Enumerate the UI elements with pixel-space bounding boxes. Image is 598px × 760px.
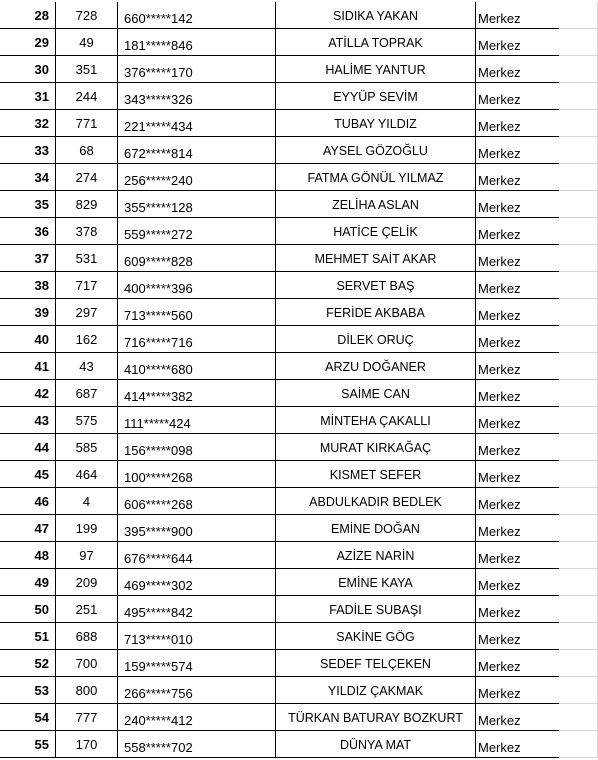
name-cell[interactable]: HALİME YANTUR	[276, 56, 476, 83]
sequence-number-cell[interactable]: 251	[56, 596, 118, 623]
table-row	[0, 245, 598, 272]
row-number-cell[interactable]: 34	[0, 164, 56, 191]
sequence-number-cell[interactable]: 274	[56, 164, 118, 191]
empty-gridline-cell[interactable]	[559, 353, 598, 380]
name-cell[interactable]: AYSEL GÖZOĞLU	[276, 137, 476, 164]
id-number-cell[interactable]: 156*****098	[118, 434, 276, 461]
name-cell[interactable]: HATİCE ÇELİK	[276, 218, 476, 245]
sequence-number-cell[interactable]: 717	[56, 272, 118, 299]
table-row	[0, 623, 598, 650]
row-number-cell[interactable]: 30	[0, 56, 56, 83]
table-row	[0, 569, 598, 596]
row-number-cell[interactable]: 33	[0, 137, 56, 164]
sequence-number-cell[interactable]: 378	[56, 218, 118, 245]
location-cell[interactable]: Merkez	[476, 164, 598, 191]
sequence-number-cell[interactable]: 351	[56, 56, 118, 83]
id-number-cell[interactable]: 100*****268	[118, 461, 276, 488]
table-row	[0, 83, 598, 110]
location-cell[interactable]: Merkez	[476, 542, 598, 569]
id-number-cell[interactable]: 606*****268	[118, 488, 276, 515]
table-row	[0, 137, 598, 164]
id-number-cell[interactable]: 495*****842	[118, 596, 276, 623]
location-cell[interactable]: Merkez	[476, 2, 598, 29]
location-cell[interactable]: Merkez	[476, 407, 598, 434]
id-number-cell[interactable]: 414*****382	[118, 380, 276, 407]
id-number-cell[interactable]: 609*****828	[118, 245, 276, 272]
id-number-cell[interactable]: 159*****574	[118, 650, 276, 677]
name-cell[interactable]: ABDULKADIR BEDLEK	[276, 488, 476, 515]
empty-gridline-cell[interactable]	[559, 299, 598, 326]
row-number-cell[interactable]: 52	[0, 650, 56, 677]
id-number-cell[interactable]: 469*****302	[118, 569, 276, 596]
empty-gridline-cell[interactable]	[559, 137, 598, 164]
empty-gridline-cell[interactable]	[559, 29, 598, 56]
row-number-cell[interactable]: 45	[0, 461, 56, 488]
empty-gridline-cell[interactable]	[559, 164, 598, 191]
empty-gridline-cell[interactable]	[559, 110, 598, 137]
name-cell[interactable]: SAKİNE GÖG	[276, 623, 476, 650]
id-number-cell[interactable]: 355*****128	[118, 191, 276, 218]
name-cell[interactable]: EMİNE DOĞAN	[276, 515, 476, 542]
sequence-number-cell[interactable]: 49	[56, 29, 118, 56]
table-row	[0, 704, 598, 731]
empty-gridline-cell[interactable]	[559, 596, 598, 623]
sequence-number-cell[interactable]: 464	[56, 461, 118, 488]
location-cell[interactable]: Merkez	[476, 191, 598, 218]
row-number-cell[interactable]: 41	[0, 353, 56, 380]
row-number-cell[interactable]: 32	[0, 110, 56, 137]
sequence-number-cell[interactable]: 777	[56, 704, 118, 731]
id-number-cell[interactable]: 240*****412	[118, 704, 276, 731]
row-number-cell[interactable]: 46	[0, 488, 56, 515]
location-cell[interactable]: Merkez	[476, 245, 598, 272]
location-cell[interactable]: Merkez	[476, 731, 598, 758]
name-cell[interactable]: YILDIZ ÇAKMAK	[276, 677, 476, 704]
row-number-cell[interactable]: 48	[0, 542, 56, 569]
table-row	[0, 434, 598, 461]
name-cell[interactable]: EYYÜP SEVİM	[276, 83, 476, 110]
location-cell[interactable]: Merkez	[476, 488, 598, 515]
name-cell[interactable]: ARZU DOĞANER	[276, 353, 476, 380]
empty-gridline-cell[interactable]	[559, 272, 598, 299]
empty-gridline-cell[interactable]	[559, 245, 598, 272]
name-cell[interactable]: FERİDE AKBABA	[276, 299, 476, 326]
row-number-cell[interactable]: 51	[0, 623, 56, 650]
id-number-cell[interactable]: 256*****240	[118, 164, 276, 191]
empty-gridline-cell[interactable]	[559, 2, 598, 29]
empty-gridline-cell[interactable]	[559, 623, 598, 650]
sequence-number-cell[interactable]: 687	[56, 380, 118, 407]
row-number-cell[interactable]: 31	[0, 83, 56, 110]
location-cell[interactable]: Merkez	[476, 596, 598, 623]
row-number-cell[interactable]: 28	[0, 2, 56, 29]
row-number-cell[interactable]: 47	[0, 515, 56, 542]
sequence-number-cell[interactable]: 728	[56, 2, 118, 29]
row-number-cell[interactable]: 54	[0, 704, 56, 731]
name-cell[interactable]: MEHMET SAİT AKAR	[276, 245, 476, 272]
empty-gridline-cell[interactable]	[559, 677, 598, 704]
empty-gridline-cell[interactable]	[559, 569, 598, 596]
table-row	[0, 596, 598, 623]
id-number-cell[interactable]: 559*****272	[118, 218, 276, 245]
sequence-number-cell[interactable]: 209	[56, 569, 118, 596]
id-number-cell[interactable]: 111*****424	[118, 407, 276, 434]
row-number-cell[interactable]: 49	[0, 569, 56, 596]
name-cell[interactable]: SEDEF TELÇEKEN	[276, 650, 476, 677]
name-cell[interactable]: MİNTEHA ÇAKALLI	[276, 407, 476, 434]
id-number-cell[interactable]: 181*****846	[118, 29, 276, 56]
location-cell[interactable]: Merkez	[476, 623, 598, 650]
row-number-cell[interactable]: 40	[0, 326, 56, 353]
name-cell[interactable]: SERVET BAŞ	[276, 272, 476, 299]
id-number-cell[interactable]: 221*****434	[118, 110, 276, 137]
row-number-cell[interactable]: 29	[0, 29, 56, 56]
sequence-number-cell[interactable]: 800	[56, 677, 118, 704]
empty-gridline-cell[interactable]	[559, 515, 598, 542]
sequence-number-cell[interactable]: 771	[56, 110, 118, 137]
table-row	[0, 380, 598, 407]
id-number-cell[interactable]: 400*****396	[118, 272, 276, 299]
table-row	[0, 272, 598, 299]
id-number-cell[interactable]: 660*****142	[118, 2, 276, 29]
id-number-cell[interactable]: 395*****900	[118, 515, 276, 542]
row-number-cell[interactable]: 50	[0, 596, 56, 623]
table-row	[0, 56, 598, 83]
location-cell[interactable]: Merkez	[476, 704, 598, 731]
sequence-number-cell[interactable]: 688	[56, 623, 118, 650]
name-cell[interactable]: KISMET SEFER	[276, 461, 476, 488]
name-cell[interactable]: AZİZE NARİN	[276, 542, 476, 569]
location-cell[interactable]: Merkez	[476, 353, 598, 380]
row-number-cell[interactable]: 39	[0, 299, 56, 326]
location-cell[interactable]: Merkez	[476, 650, 598, 677]
name-cell[interactable]: DÜNYA MAT	[276, 731, 476, 758]
sequence-number-cell[interactable]: 297	[56, 299, 118, 326]
name-cell[interactable]: TUBAY YILDIZ	[276, 110, 476, 137]
name-cell[interactable]: TÜRKAN BATURAY BOZKURT	[276, 704, 476, 731]
sequence-number-cell[interactable]: 68	[56, 137, 118, 164]
name-cell[interactable]: ZELİHA ASLAN	[276, 191, 476, 218]
location-cell[interactable]: Merkez	[476, 515, 598, 542]
id-number-cell[interactable]: 713*****010	[118, 623, 276, 650]
empty-gridline-cell[interactable]	[559, 326, 598, 353]
table-row	[0, 29, 598, 56]
table-row	[0, 299, 598, 326]
id-number-cell[interactable]: 410*****680	[118, 353, 276, 380]
id-number-cell[interactable]: 716*****716	[118, 326, 276, 353]
sequence-number-cell[interactable]: 829	[56, 191, 118, 218]
location-cell[interactable]: Merkez	[476, 56, 598, 83]
empty-gridline-cell[interactable]	[559, 191, 598, 218]
location-cell[interactable]: Merkez	[476, 461, 598, 488]
table-row	[0, 353, 598, 380]
id-number-cell[interactable]: 713*****560	[118, 299, 276, 326]
table-row	[0, 218, 598, 245]
row-number-cell[interactable]: 42	[0, 380, 56, 407]
row-number-cell[interactable]: 36	[0, 218, 56, 245]
table-row	[0, 110, 598, 137]
id-number-cell[interactable]: 672*****814	[118, 137, 276, 164]
empty-gridline-cell[interactable]	[559, 650, 598, 677]
table-row	[0, 488, 598, 515]
table-row	[0, 650, 598, 677]
id-number-cell[interactable]: 376*****170	[118, 56, 276, 83]
name-cell[interactable]: SIDIKA YAKAN	[276, 2, 476, 29]
sequence-number-cell[interactable]: 97	[56, 542, 118, 569]
location-cell[interactable]: Merkez	[476, 380, 598, 407]
sequence-number-cell[interactable]: 244	[56, 83, 118, 110]
location-cell[interactable]: Merkez	[476, 110, 598, 137]
empty-gridline-cell[interactable]	[559, 83, 598, 110]
name-cell[interactable]: FATMA GÖNÜL YILMAZ	[276, 164, 476, 191]
sequence-number-cell[interactable]: 531	[56, 245, 118, 272]
empty-gridline-cell[interactable]	[559, 461, 598, 488]
empty-gridline-cell[interactable]	[559, 434, 598, 461]
location-cell[interactable]: Merkez	[476, 29, 598, 56]
table-row	[0, 407, 598, 434]
sequence-number-cell[interactable]: 575	[56, 407, 118, 434]
name-cell[interactable]: EMİNE KAYA	[276, 569, 476, 596]
location-cell[interactable]: Merkez	[476, 272, 598, 299]
sequence-number-cell[interactable]: 585	[56, 434, 118, 461]
name-cell[interactable]: SAİME CAN	[276, 380, 476, 407]
table-row	[0, 326, 598, 353]
sequence-number-cell[interactable]: 43	[56, 353, 118, 380]
location-cell[interactable]: Merkez	[476, 569, 598, 596]
row-number-cell[interactable]: 53	[0, 677, 56, 704]
empty-gridline-cell[interactable]	[559, 380, 598, 407]
empty-gridline-cell[interactable]	[559, 218, 598, 245]
location-cell[interactable]: Merkez	[476, 299, 598, 326]
id-number-cell[interactable]: 266*****756	[118, 677, 276, 704]
table-row	[0, 515, 598, 542]
location-cell[interactable]: Merkez	[476, 434, 598, 461]
location-cell[interactable]: Merkez	[476, 677, 598, 704]
id-number-cell[interactable]: 676*****644	[118, 542, 276, 569]
table-row	[0, 677, 598, 704]
table-row	[0, 731, 598, 758]
table-row	[0, 542, 598, 569]
location-cell[interactable]: Merkez	[476, 137, 598, 164]
location-cell[interactable]: Merkez	[476, 218, 598, 245]
table-row	[0, 191, 598, 218]
name-cell[interactable]: FADİLE SUBAŞI	[276, 596, 476, 623]
row-number-cell[interactable]: 38	[0, 272, 56, 299]
id-number-cell[interactable]: 558*****702	[118, 731, 276, 758]
empty-gridline-cell[interactable]	[559, 542, 598, 569]
sequence-number-cell[interactable]: 4	[56, 488, 118, 515]
name-cell[interactable]: ATİLLA TOPRAK	[276, 29, 476, 56]
row-number-cell[interactable]: 43	[0, 407, 56, 434]
empty-gridline-cell[interactable]	[559, 704, 598, 731]
row-number-cell[interactable]: 44	[0, 434, 56, 461]
table-row	[0, 164, 598, 191]
sequence-number-cell[interactable]: 199	[56, 515, 118, 542]
id-number-cell[interactable]: 343*****326	[118, 83, 276, 110]
row-number-cell[interactable]: 35	[0, 191, 56, 218]
name-cell[interactable]: DİLEK ORUÇ	[276, 326, 476, 353]
location-cell[interactable]: Merkez	[476, 326, 598, 353]
table-row	[0, 461, 598, 488]
sequence-number-cell[interactable]: 700	[56, 650, 118, 677]
sequence-number-cell[interactable]: 162	[56, 326, 118, 353]
name-cell[interactable]: MURAT KIRKAĞAÇ	[276, 434, 476, 461]
table-row	[0, 2, 598, 29]
empty-gridline-cell[interactable]	[559, 488, 598, 515]
row-number-cell[interactable]: 55	[0, 731, 56, 758]
empty-gridline-cell[interactable]	[559, 731, 598, 758]
empty-gridline-cell[interactable]	[559, 56, 598, 83]
row-number-cell[interactable]: 37	[0, 245, 56, 272]
empty-gridline-cell[interactable]	[559, 407, 598, 434]
location-cell[interactable]: Merkez	[476, 83, 598, 110]
sequence-number-cell[interactable]: 170	[56, 731, 118, 758]
